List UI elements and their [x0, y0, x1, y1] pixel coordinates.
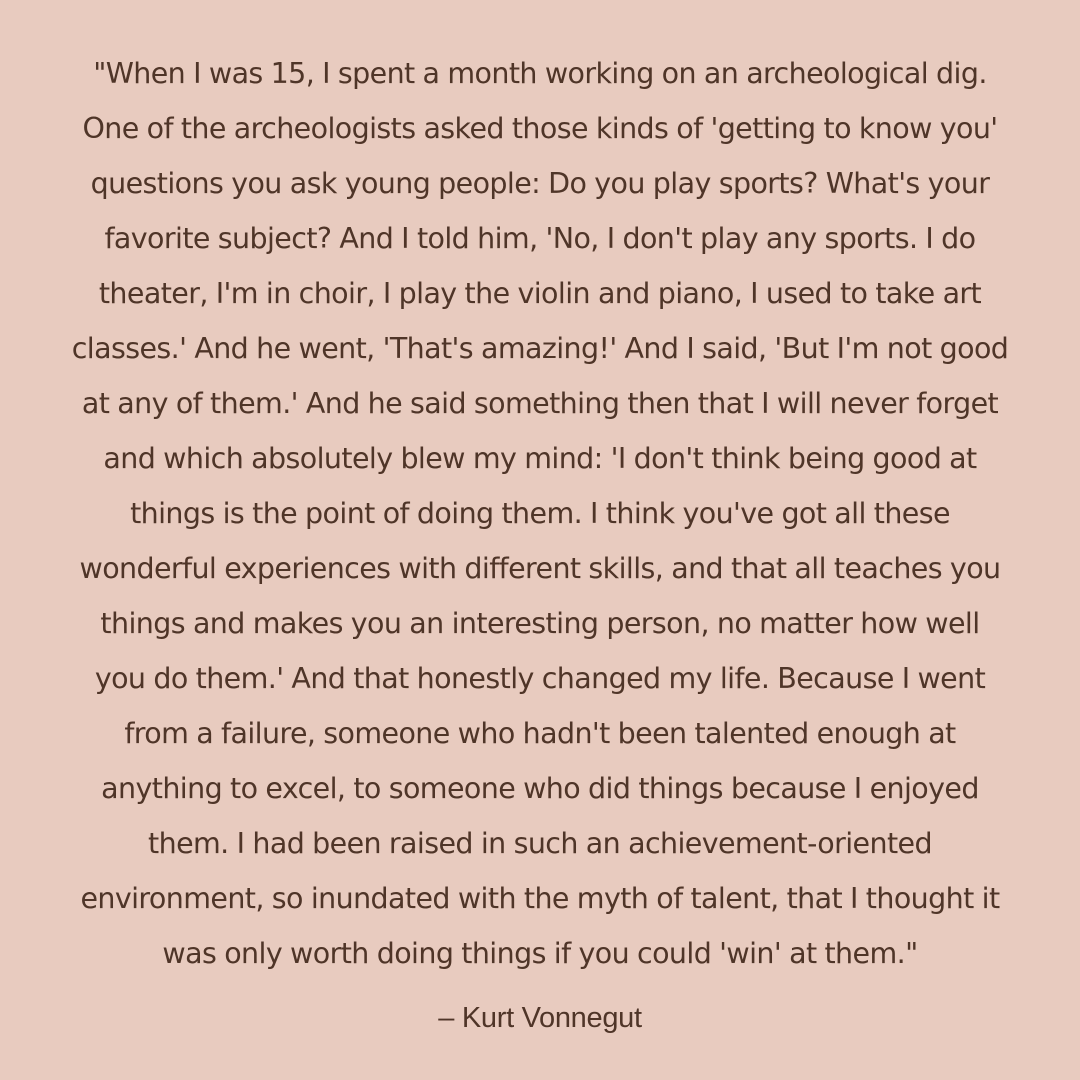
quote-line: them. I had been raised in such an achievement-oriented: [148, 827, 932, 860]
quote-line: environment, so inundated with the myth of talent, that I thought it: [80, 882, 1000, 915]
quote-line: and which absolutely blew my mind: 'I don't think being good at: [103, 442, 977, 475]
quote-line: One of the archeologists asked those kinds of 'getting to know you': [82, 112, 998, 145]
quote-line: was only worth doing things if you could 'win' at them.": [162, 937, 918, 970]
quote-line: anything to excel, to someone who did things because I enjoyed: [101, 772, 979, 805]
quote-line: things and makes you an interesting person, no matter how well: [100, 607, 980, 640]
quote-line: "When I was 15, I spent a month working on an archeological dig.: [93, 57, 987, 90]
quote-line: favorite subject? And I told him, 'No, I don't play any sports. I do: [104, 222, 976, 255]
quote-line: from a failure, someone who hadn't been talented enough at: [124, 717, 956, 750]
quote-text: [20, 46, 1060, 981]
quote-line: wonderful experiences with different skills, and that all teaches you: [79, 552, 1001, 585]
quote-line: at any of them.' And he said something then that I will never forget: [81, 387, 999, 420]
quote-line: questions you ask young people: Do you play sports? What's your: [90, 167, 990, 200]
quote-attribution: – Kurt Vonnegut: [438, 1002, 642, 1034]
quote-line: classes.' And he went, 'That's amazing!' And I said, 'But I'm not good: [71, 332, 1009, 365]
quote-line: you do them.' And that honestly changed my life. Because I went: [94, 662, 986, 695]
quote-line: theater, I'm in choir, I play the violin and piano, I used to take art: [98, 277, 982, 310]
quote-line: things is the point of doing them. I think you've got all these: [130, 497, 950, 530]
